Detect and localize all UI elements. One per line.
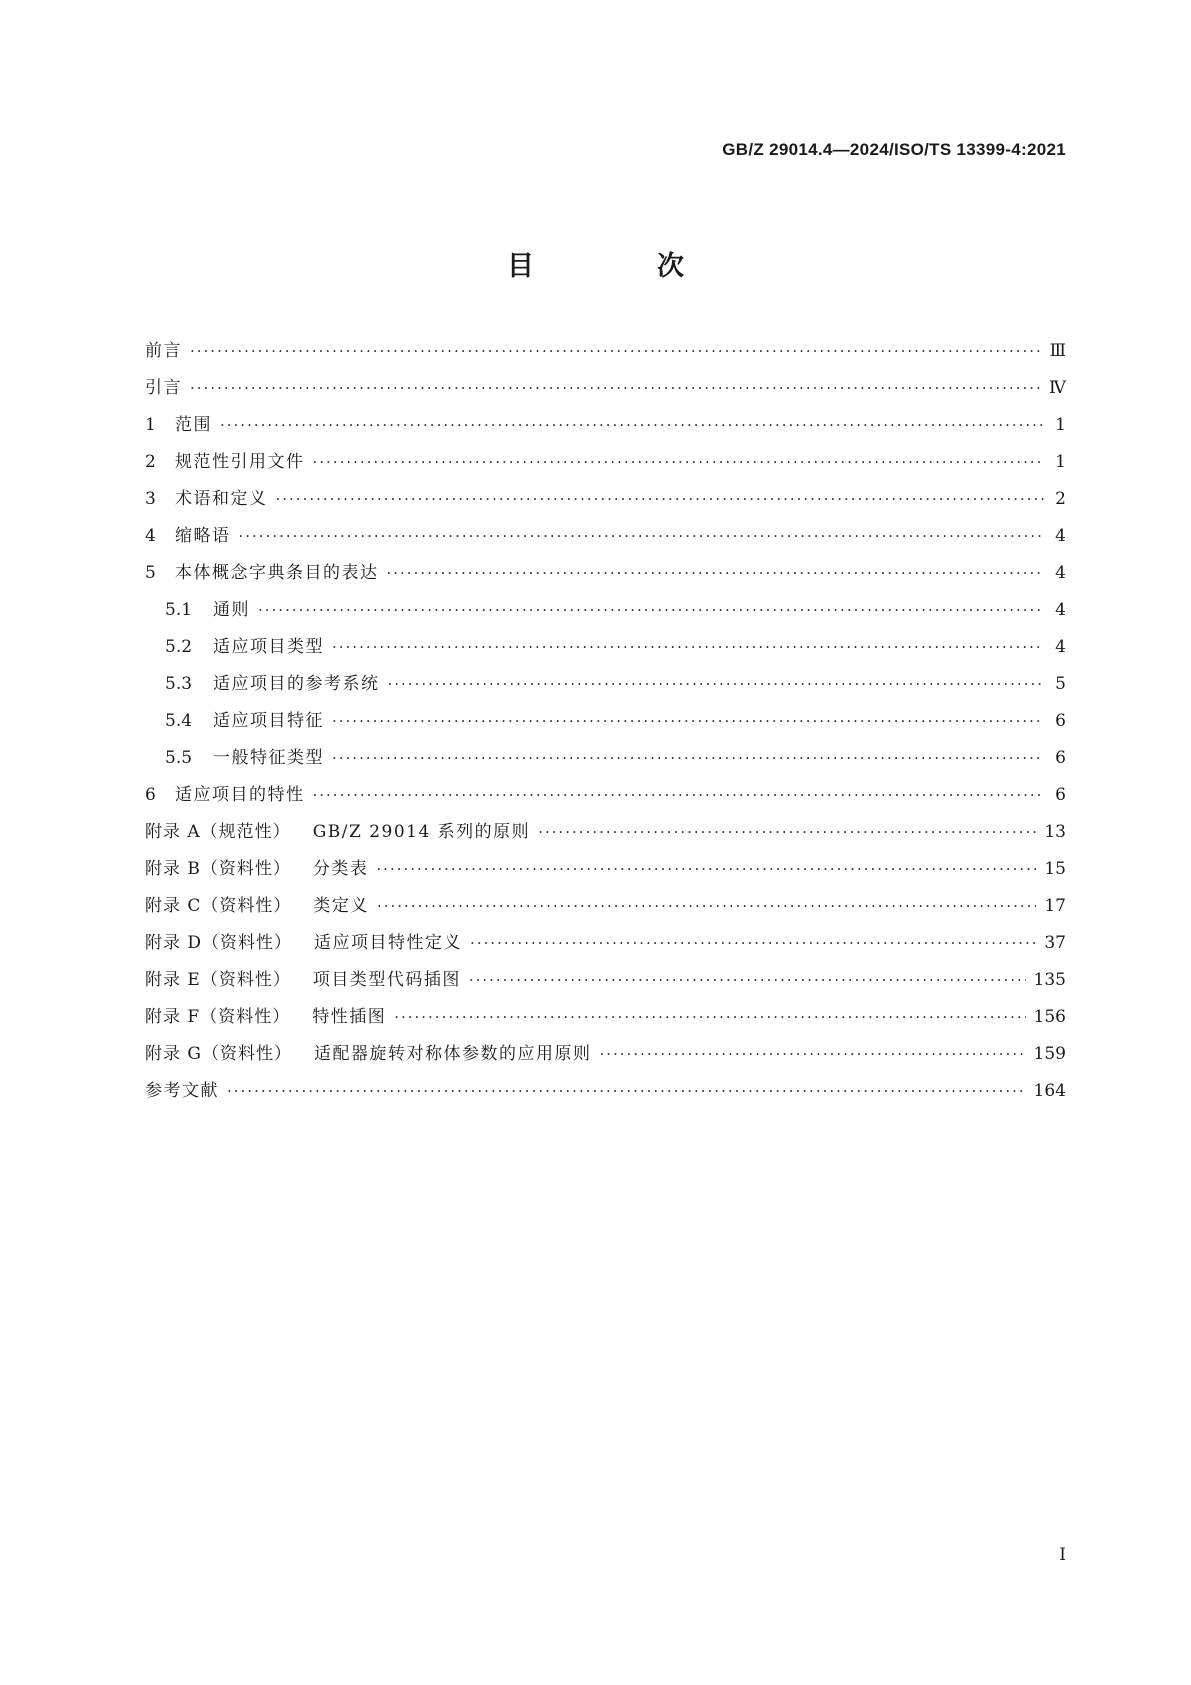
toc-leader: [220, 416, 1044, 434]
toc-entry-page: Ⅳ: [1049, 378, 1066, 398]
toc-annex-a[interactable]: [145, 817, 1066, 854]
toc-entry-number: 5.2: [165, 637, 193, 657]
toc-annex-type: 附录 E（资料性）: [145, 970, 291, 990]
toc-annex-e[interactable]: [145, 965, 1066, 1002]
toc-entry-page: 4: [1055, 526, 1066, 546]
toc-entry-page: 4: [1055, 637, 1066, 657]
toc-leader: [190, 379, 1041, 397]
toc-annex-type: 附录 A（规范性）: [145, 822, 291, 842]
toc-entry-page: 6: [1055, 711, 1066, 731]
toc-entry-label: 分类表: [312, 859, 369, 879]
toc-leader: [332, 638, 1044, 656]
toc-annex-type: 附录 D（资料性）: [145, 933, 293, 953]
toc-entry-label: 通则: [213, 600, 250, 620]
toc-entry-2[interactable]: [145, 447, 1066, 484]
toc-entry-label: GB/Z 29014 系列的原则: [312, 822, 531, 842]
toc-entry-label: 缩略语: [175, 526, 231, 546]
toc-entry-number: 5.5: [165, 748, 193, 768]
toc-entry-1[interactable]: [145, 410, 1066, 447]
toc-leader: [313, 786, 1045, 804]
toc-entry-page: 6: [1055, 785, 1066, 805]
toc-entry-label: 本体概念字典条目的表达: [175, 563, 379, 583]
toc-leader: [538, 823, 1036, 841]
toc-entry-label: 一般特征类型: [213, 748, 324, 768]
toc-annex-f[interactable]: [145, 1002, 1066, 1039]
toc-entry-label: 规范性引用文件: [175, 452, 305, 472]
toc-entry-5-4[interactable]: [145, 706, 1066, 743]
toc-leader: [394, 1008, 1025, 1026]
toc-entry-number: 5: [145, 563, 156, 583]
toc-entry-page: 5: [1055, 674, 1066, 694]
toc-entry-page: 4: [1055, 563, 1066, 583]
toc-entry-page: 164: [1033, 1081, 1066, 1101]
toc-leader: [258, 601, 1044, 619]
toc-entry-label: 适应项目的参考系统: [213, 674, 380, 694]
toc-entry-page: 1: [1055, 452, 1066, 472]
toc-entry-page: 156: [1033, 1007, 1066, 1027]
toc-leader: [313, 453, 1045, 471]
toc-annex-type: 附录 F（资料性）: [145, 1007, 291, 1027]
toc-entry-number: 4: [145, 526, 156, 546]
toc-entry-label: 适应项目特征: [213, 711, 324, 731]
toc-annex-type: 附录 B（资料性）: [145, 859, 291, 879]
toc-leader: [332, 712, 1044, 730]
toc-leader: [190, 342, 1042, 360]
toc-title: 目 次: [507, 251, 732, 282]
toc-annex-d[interactable]: [145, 928, 1066, 965]
toc-entry-5-3[interactable]: [145, 669, 1066, 706]
toc-entry-number: 1: [145, 415, 156, 435]
toc-entry-number: 5.4: [165, 711, 193, 731]
toc-entry-page: 17: [1044, 896, 1066, 916]
toc-entry-number: 3: [145, 489, 156, 509]
toc-entry-5-1[interactable]: [145, 595, 1066, 632]
page-number: I: [1059, 1545, 1066, 1565]
toc-entry-bibliography[interactable]: [145, 1076, 1066, 1113]
toc-leader: [332, 749, 1044, 767]
toc-entry-page: 159: [1033, 1044, 1066, 1064]
toc-entry-page: 6: [1055, 748, 1066, 768]
toc-leader: [599, 1045, 1025, 1063]
toc-annex-g[interactable]: [145, 1039, 1066, 1076]
toc-entry-label: 适应项目类型: [213, 637, 324, 657]
toc-entry-label: 范围: [175, 415, 212, 435]
toc-entry-label: 适应项目特性定义: [314, 933, 463, 953]
toc-entry-page: 135: [1033, 970, 1066, 990]
toc-entry-5[interactable]: [145, 558, 1066, 595]
toc-leader: [388, 675, 1045, 693]
toc-annex-type: 附录 C（资料性）: [145, 896, 292, 916]
toc-entry-3[interactable]: [145, 484, 1066, 521]
toc-entry-label: 特性插图: [312, 1007, 387, 1027]
toc-entry-page: 1: [1055, 415, 1066, 435]
toc-annex-type: 附录 G（资料性）: [145, 1044, 292, 1064]
toc-leader: [376, 860, 1036, 878]
toc-entry-page: 13: [1044, 822, 1066, 842]
standard-code-header: GB/Z 29014.4—2024/ISO/TS 13399-4:2021: [722, 140, 1066, 159]
toc-entry-6[interactable]: [145, 780, 1066, 817]
toc-entry-page: 37: [1044, 933, 1066, 953]
toc-leader: [377, 897, 1036, 915]
toc-list: [145, 336, 1066, 1113]
toc-entry-label: 类定义: [313, 896, 369, 916]
toc-entry-introduction[interactable]: [145, 373, 1066, 410]
toc-annex-b[interactable]: [145, 854, 1066, 891]
toc-leader: [469, 971, 1026, 989]
toc-entry-label: 术语和定义: [175, 489, 268, 509]
toc-entry-label: 项目类型代码插图: [312, 970, 461, 990]
toc-entry-label: 引言: [145, 378, 182, 398]
toc-leader: [227, 1082, 1026, 1100]
toc-leader: [239, 527, 1045, 545]
toc-entry-foreword[interactable]: [145, 336, 1066, 373]
toc-entry-number: 5.3: [165, 674, 193, 694]
toc-entry-page: 4: [1055, 600, 1066, 620]
toc-entry-5-5[interactable]: [145, 743, 1066, 780]
toc-entry-page: Ⅲ: [1049, 341, 1066, 361]
toc-entry-label: 前言: [145, 341, 182, 361]
toc-entry-label: 适配器旋转对称体参数的应用原则: [313, 1044, 592, 1064]
toc-entry-page: 2: [1055, 489, 1066, 509]
toc-entry-5-2[interactable]: [145, 632, 1066, 669]
toc-entry-page: 15: [1044, 859, 1066, 879]
toc-entry-number: 5.1: [165, 600, 193, 620]
toc-annex-c[interactable]: [145, 891, 1066, 928]
toc-leader: [470, 934, 1036, 952]
toc-leader: [276, 490, 1045, 508]
toc-leader: [387, 564, 1045, 582]
toc-entry-label: 参考文献: [145, 1081, 219, 1101]
toc-entry-label: 适应项目的特性: [175, 785, 305, 805]
toc-entry-4[interactable]: [145, 521, 1066, 558]
toc-entry-number: 6: [145, 785, 156, 805]
toc-entry-number: 2: [145, 452, 156, 472]
